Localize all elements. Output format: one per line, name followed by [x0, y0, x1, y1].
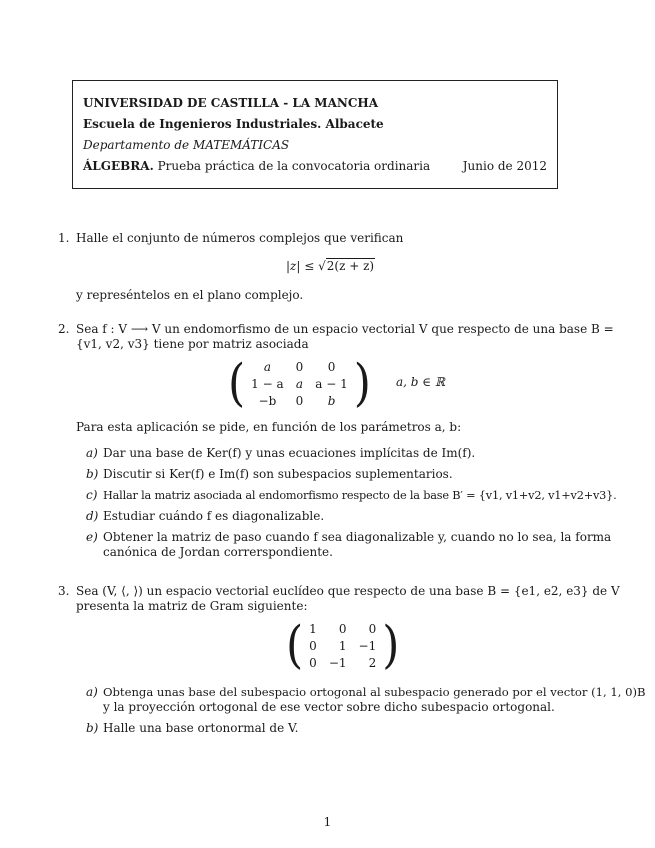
matrix-row: −b 0 b: [258, 393, 336, 408]
university-name: UNIVERSIDAD DE CASTILLA - LA MANCHA: [83, 96, 379, 110]
exam-date: Junio de 2012: [462, 159, 547, 173]
matrix-row: 1 − a a a − 1: [251, 376, 348, 391]
q2-item-text: Dar una base de Ker(f) y unas ecuaciones implícitas de Im(f).: [103, 446, 476, 460]
q2-item-text: Discutir si Ker(f) e Im(f) son subespacios suplementarios.: [103, 467, 453, 481]
matrix-row: 0 −1 2: [309, 655, 377, 670]
page-number: 1: [323, 815, 332, 829]
q2-item-text: Estudiar cuándo f es diagonalizable.: [103, 509, 325, 523]
q1-formula: |z| ≤ √2(z + z): [286, 259, 375, 273]
department-name: Departamento de MATEMÁTICAS: [83, 138, 290, 152]
q3-item-text-cont: y la proyección ortogonal de ese vector sobre dicho subespacio ortogonal.: [103, 700, 555, 714]
q2-params: a, b ∈ ℝ: [396, 375, 445, 389]
q2-number: 2.: [58, 322, 70, 336]
q3-number: 3.: [58, 584, 70, 598]
q1-text: Halle el conjunto de números complejos que verifican: [76, 231, 404, 245]
q2-item-label: e): [86, 530, 98, 544]
exam-title-row: [83, 156, 547, 177]
q2-item-label: c): [86, 488, 98, 502]
q2-line2: {v1, v2, v3} tiene por matriz asociada: [76, 337, 309, 351]
q1-after-text: y represéntelos en el plano complejo.: [76, 288, 304, 302]
q3-gram-matrix: ( 1 0 0 0 1 −1 0 −1 2 ): [286, 615, 400, 675]
q3-line2: presenta la matriz de Gram siguiente:: [76, 599, 308, 613]
q2-item-text: Obtener la matriz de paso cuando f sea diagonalizable y, cuando no lo sea, la forma: [103, 530, 612, 544]
exam-description: Prueba práctica de la convocatoria ordinaria: [157, 159, 431, 173]
matrix-row: 0 1 −1: [309, 638, 377, 653]
q3-item-text: Halle una base ortonormal de V.: [103, 721, 299, 735]
q3-item-label: a): [86, 685, 98, 699]
q2-item-text: Hallar la matriz asociada al endomorfismo respecto de la base B′ = {v1, v1+v2, v1+v2+v3}.: [103, 489, 617, 502]
q1-number: 1.: [58, 231, 70, 245]
q2-intro: Para esta aplicación se pide, en función de los parámetros a, b:: [76, 420, 462, 434]
subject-name: ÁLGEBRA.: [83, 159, 154, 173]
q2-item-label: b): [86, 467, 99, 481]
school-name: Escuela de Ingenieros Industriales. Albacete: [83, 117, 384, 131]
matrix-row: 1 0 0: [309, 621, 377, 636]
matrix-row: a 0 0: [263, 359, 336, 374]
q3-line1: Sea (V, ⟨, ⟩) un espacio vectorial euclídeo que respecto de una base B = {e1, e2, e3} de V: [76, 584, 620, 598]
q2-matrix: ( a 0 0 1 − a a a − 1 −b 0 b ): [228, 353, 371, 413]
q2-item-text-cont: canónica de Jordan correrspondiente.: [103, 545, 333, 559]
q2-item-label: d): [86, 509, 99, 523]
q3-item-text: Obtenga unas base del subespacio ortogonal al subespacio generado por el vector (1, 1, 0)B: [103, 685, 646, 699]
exam-header: [72, 80, 558, 189]
q2-item-label: a): [86, 446, 98, 460]
q2-line1: Sea f : V ⟶ V un endomorfismo de un espacio vectorial V que respecto de una base B =: [76, 322, 614, 336]
q3-item-label: b): [86, 721, 99, 735]
